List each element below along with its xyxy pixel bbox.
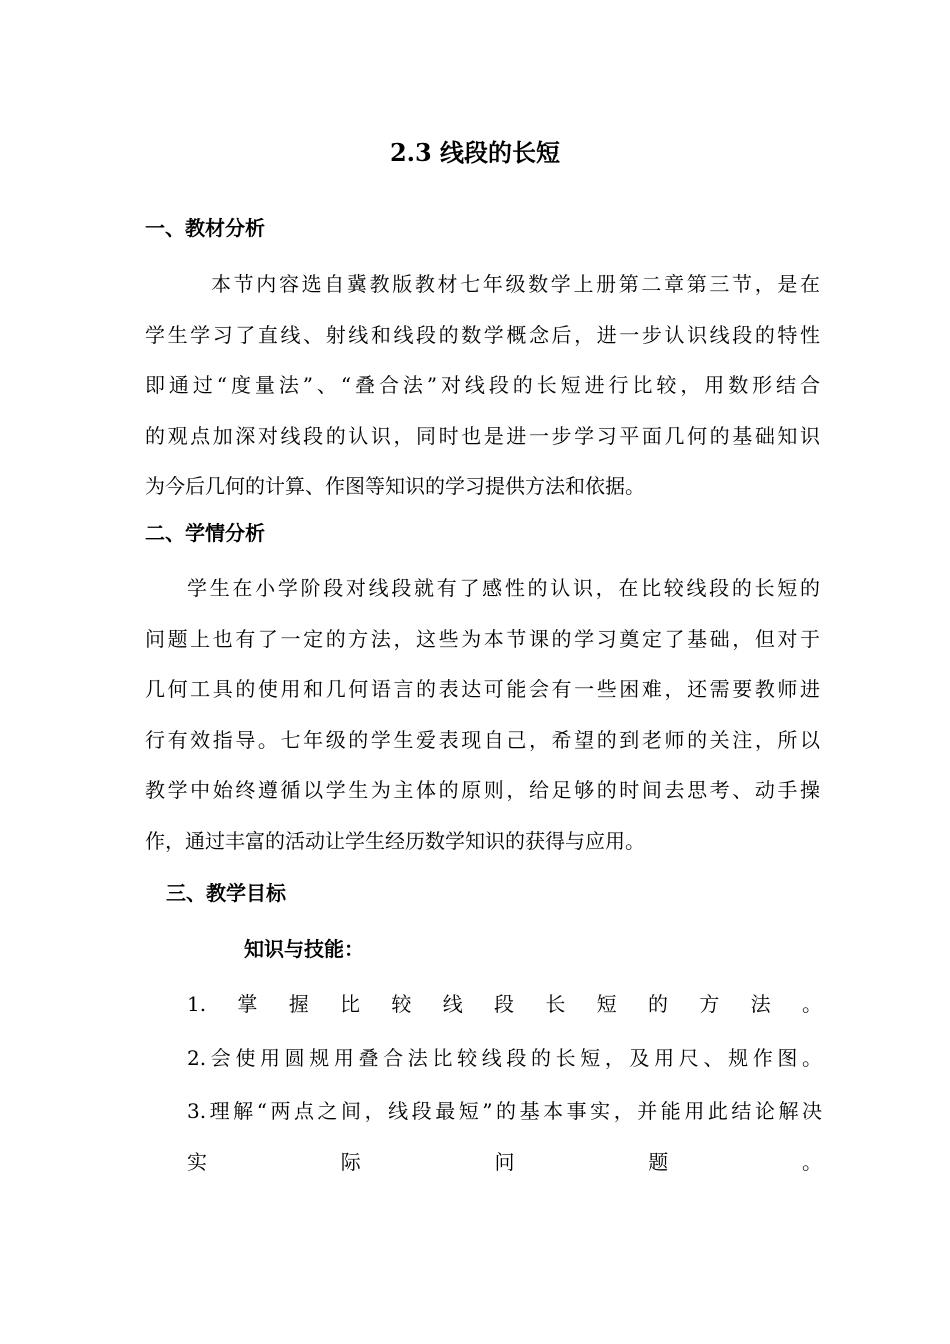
objective-list xyxy=(187,979,822,1187)
paragraph-line: 行有效指导。七年级的学生爱表现自己，希望的到老师的关注，所以 xyxy=(145,727,820,752)
paragraph-textbook-analysis xyxy=(145,259,820,512)
subheading-knowledge-skills: 知识与技能： xyxy=(244,937,364,961)
list-item: 2.会使用圆规用叠合法比较线段的长短，及用尺、规作图。 xyxy=(187,1045,822,1070)
paragraph-line: 本节内容选自冀教版教材七年级数学上册第二章第三节，是在 xyxy=(211,272,820,296)
list-item: 实际问题。 xyxy=(187,1149,822,1174)
paragraph-line: 的观点加深对线段的认识，同时也是进一步学习平面几何的基础知识 xyxy=(145,423,820,448)
section-heading-teaching-objectives: 三、教学目标 xyxy=(166,881,286,905)
section-heading-textbook-analysis: 一、教材分析 xyxy=(145,216,265,240)
paragraph-line: 教学中始终遵循以学生为主体的原则，给足够的时间去思考、动手操 xyxy=(145,778,820,802)
paragraph-line: 学生学习了直线、射线和线段的数学概念后，进一步认识线段的特性 xyxy=(145,322,820,347)
paragraph-line: 学生在小学阶段对线段就有了感性的认识，在比较线段的长短的 xyxy=(187,576,820,600)
paragraph-line: 作，通过丰富的活动让学生经历数学知识的获得与应用。 xyxy=(145,828,645,853)
paragraph-learner-analysis xyxy=(145,563,820,866)
paragraph-line: 为今后几何的计算、作图等知识的学习提供方法和依据。 xyxy=(145,474,645,498)
paragraph-line: 问题上也有了一定的方法，这些为本节课的学习奠定了基础，但对于 xyxy=(145,626,820,651)
paragraph-line: 即通过“度量法”、“叠合法”对线段的长短进行比较，用数形结合 xyxy=(145,373,820,397)
paragraph-line: 几何工具的使用和几何语言的表达可能会有一些困难，还需要教师进 xyxy=(145,677,820,701)
page-title: 2.3 线段的长短 xyxy=(389,138,561,167)
list-item: 3.理解“两点之间，线段最短”的基本事实，并能用此结论解决 xyxy=(187,1099,822,1123)
section-heading-learner-analysis: 二、学情分析 xyxy=(145,521,265,545)
list-item: 1.掌握比较线段长短的方法。 xyxy=(187,992,822,1016)
